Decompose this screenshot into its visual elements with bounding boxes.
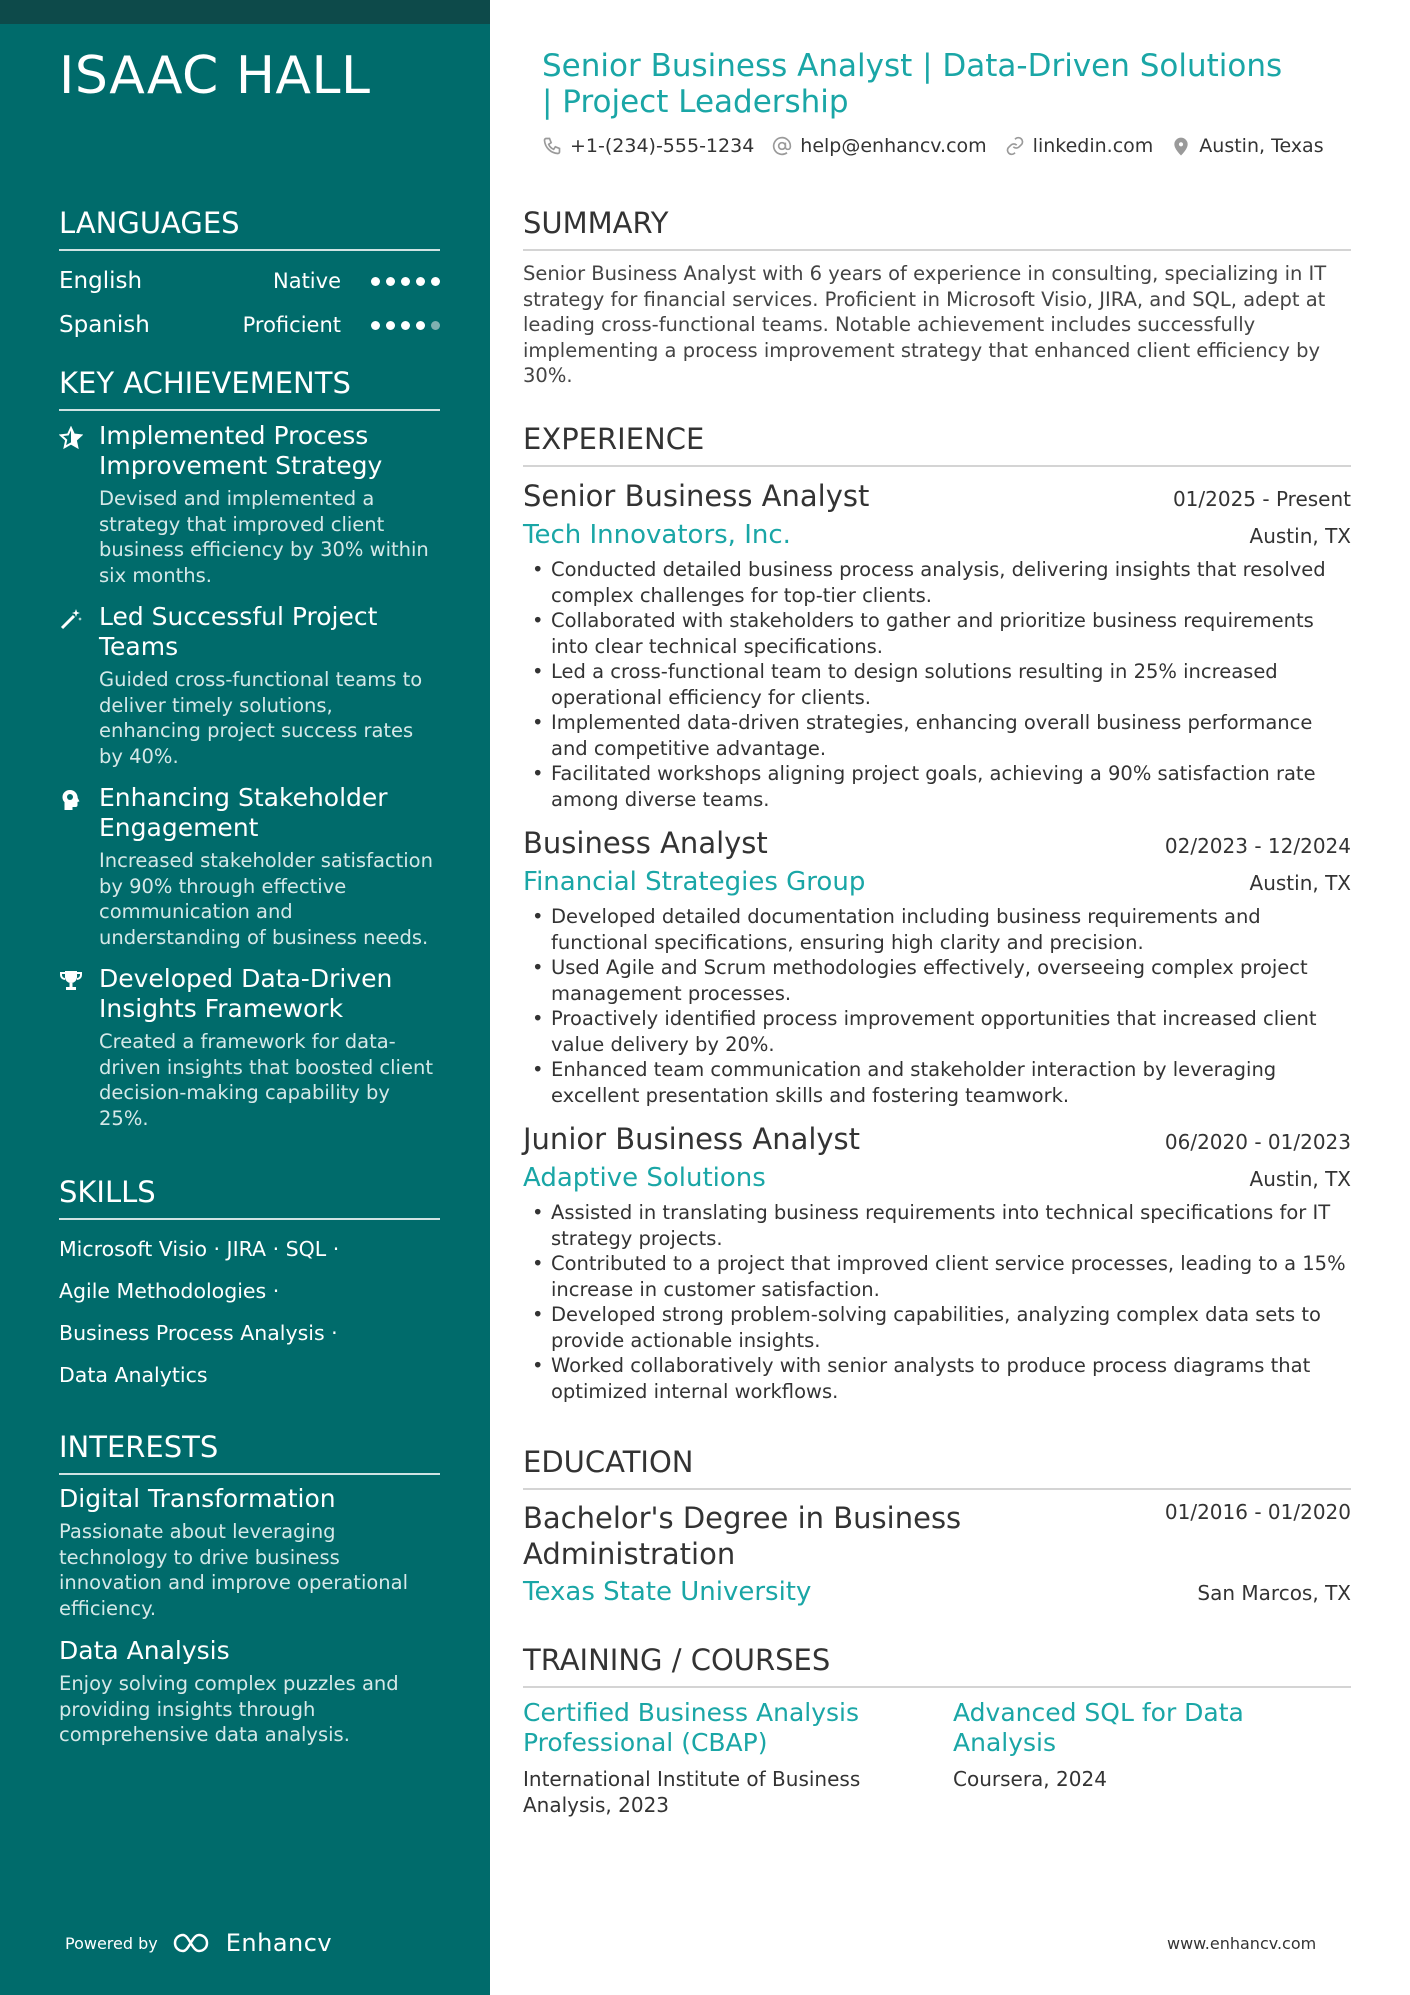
achievements-section — [59, 364, 440, 1145]
achievement-title: Enhancing Stakeholder Engagement — [99, 783, 388, 842]
job-entry — [523, 824, 1351, 1108]
skill-line: Microsoft Visio · JIRA · SQL · — [59, 1237, 340, 1261]
bullet-item: • Contributed to a project that improved client service processes, leading to a 15% increase in customer satisfaction. — [523, 1251, 1351, 1302]
job-bullets — [523, 557, 1351, 812]
job-location: Austin, TX — [1249, 524, 1351, 548]
sidebar-top-bar — [0, 0, 490, 24]
achievement-title: Implemented Process Improvement Strategy — [99, 421, 383, 480]
skills-heading: SKILLS — [59, 1173, 440, 1220]
summary-text: Senior Business Analyst with 6 years of experience in consulting, specializing in IT strategy for financial services. Proficient in Microsoft Visio, JIRA, and SQL, adept at leading cross-functional teams. Notable achievement includes successfully implementing a process improvement strategy that enhanced client efficiency by 30%. — [523, 262, 1327, 387]
interest-description: Enjoy solving complex puzzles and providing insights through comprehensive data analysis. — [59, 1672, 399, 1746]
star-icon — [59, 421, 99, 588]
summary-heading: SUMMARY — [523, 204, 1351, 251]
enhancv-logo — [172, 1929, 332, 1957]
language-row — [59, 259, 440, 303]
languages-section — [59, 204, 440, 347]
achievement-item — [59, 602, 440, 769]
education-degree: Bachelor's Degree in Business Administration — [523, 1501, 962, 1571]
language-row — [59, 303, 440, 347]
footer-url[interactable]: www.enhancv.com — [1167, 1934, 1317, 1953]
linkedin-text: linkedin.com — [1032, 135, 1154, 157]
bullet-item: • Facilitated workshops aligning project goals, achieving a 90% satisfaction rate among diverse teams. — [523, 761, 1351, 812]
job-entry — [523, 1120, 1351, 1404]
proficiency-dot — [371, 277, 380, 286]
skill-line: Data Analytics — [59, 1363, 208, 1387]
powered-by-label: Powered by — [65, 1933, 158, 1953]
bullet-item: • Worked collaboratively with senior analysts to produce process diagrams that optimized internal workflows. — [523, 1353, 1351, 1404]
skill-line: Business Process Analysis · — [59, 1321, 338, 1345]
proficiency-dot — [371, 321, 380, 330]
proficiency-dot — [431, 321, 440, 330]
achievement-title: Developed Data-Driven Insights Framework — [99, 964, 393, 1023]
education-school: Texas State University — [523, 1577, 812, 1607]
bullet-item: • Collaborated with stakeholders to gather and prioritize business requirements into clear technical specifications. — [523, 608, 1351, 659]
trophy-icon — [59, 964, 99, 1131]
bullet-item: • Conducted detailed business process analysis, delivering insights that resolved complex challenges for top-tier clients. — [523, 557, 1351, 608]
job-location: Austin, TX — [1249, 1167, 1351, 1191]
job-title: Junior Business Analyst — [523, 1122, 861, 1156]
job-dates: 01/2025 - Present — [1172, 487, 1351, 511]
skill-line: Agile Methodologies · — [59, 1279, 280, 1303]
language-proficiency-dots — [371, 277, 440, 286]
job-location: Austin, TX — [1249, 871, 1351, 895]
bullet-item: • Implemented data-driven strategies, enhancing overall business performance and competitive advantage. — [523, 710, 1351, 761]
job-bullets — [523, 904, 1351, 1108]
course-provider: Coursera, 2024 — [953, 1767, 1107, 1791]
interests-heading: INTERESTS — [59, 1428, 440, 1475]
interest-description: Passionate about leveraging technology to drive business innovation and improve operational efficiency. — [59, 1520, 409, 1620]
at-icon — [772, 136, 792, 156]
email-text: help@enhancv.com — [800, 135, 987, 157]
course-title: Advanced SQL for Data Analysis — [953, 1698, 1244, 1757]
skills-section — [59, 1173, 440, 1396]
achievement-description: Devised and implemented a strategy that improved client business efficiency by 30% within six months. — [99, 487, 429, 587]
achievement-description: Guided cross-functional teams to deliver timely solutions, enhancing project success rates by 40%. — [99, 668, 423, 768]
contact-phone[interactable] — [542, 135, 754, 157]
achievements-heading: KEY ACHIEVEMENTS — [59, 364, 440, 411]
powered-by — [65, 1929, 332, 1957]
location-text: Austin, Texas — [1199, 135, 1324, 157]
bullet-item: • Assisted in translating business requirements into technical specifications for IT strategy projects. — [523, 1200, 1351, 1251]
enhancv-logo-icon — [172, 1931, 218, 1955]
sidebar — [0, 0, 490, 1995]
achievement-item — [59, 421, 440, 588]
bullet-item: • Led a cross-functional team to design solutions resulting in 25% increased operational efficiency for clients. — [523, 659, 1351, 710]
contact-email[interactable] — [772, 135, 986, 157]
language-level: Proficient — [242, 313, 341, 337]
experience-heading: EXPERIENCE — [523, 420, 1351, 467]
contact-location — [1171, 135, 1323, 157]
headline: Senior Business Analyst | Data-Driven Solutions | Project Leadership — [542, 48, 1283, 120]
bullet-item: • Used Agile and Scrum methodologies effectively, overseeing complex project management processes. — [523, 955, 1351, 1006]
proficiency-dot — [386, 321, 395, 330]
language-proficiency-dots — [371, 321, 440, 330]
contact-linkedin[interactable] — [1005, 135, 1154, 157]
head-brain-icon — [59, 783, 99, 950]
phone-text: +1-(234)-555-1234 — [570, 135, 755, 157]
summary-section — [523, 204, 1351, 389]
experience-section — [523, 420, 1351, 1416]
location-pin-icon — [1171, 136, 1191, 156]
language-level: Native — [273, 269, 341, 293]
job-title: Business Analyst — [523, 826, 768, 860]
achievement-title: Led Successful Project Teams — [99, 602, 378, 661]
job-company: Financial Strategies Group — [523, 867, 866, 897]
achievement-item — [59, 783, 440, 950]
training-section — [523, 1641, 1351, 1818]
link-icon — [1005, 136, 1025, 156]
job-company: Adaptive Solutions — [523, 1163, 766, 1193]
job-bullets — [523, 1200, 1351, 1404]
proficiency-dot — [386, 277, 395, 286]
phone-icon — [542, 136, 562, 156]
proficiency-dot — [401, 277, 410, 286]
course-provider: International Institute of Business Analysis, 2023 — [523, 1767, 861, 1817]
enhancv-brand: Enhancv — [225, 1929, 333, 1957]
education-dates: 01/2016 - 01/2020 — [1164, 1500, 1351, 1524]
interests-section — [59, 1428, 440, 1762]
job-title: Senior Business Analyst — [523, 479, 870, 513]
proficiency-dot — [401, 321, 410, 330]
job-dates: 06/2020 - 01/2023 — [1164, 1130, 1351, 1154]
bullet-item: • Developed detailed documentation including business requirements and functional specifications, ensuring high clarity and precision. — [523, 904, 1351, 955]
achievement-item — [59, 964, 440, 1131]
candidate-name: ISAAC HALL — [59, 46, 371, 106]
job-company: Tech Innovators, Inc. — [523, 520, 791, 550]
language-name: Spanish — [59, 312, 150, 338]
achievement-description: Increased stakeholder satisfaction by 90% through effective communication and understanding of business needs. — [99, 849, 433, 949]
proficiency-dot — [416, 277, 425, 286]
training-heading: TRAINING / COURSES — [523, 1641, 1351, 1688]
course-title: Certified Business Analysis Professional (CBAP) — [523, 1698, 859, 1757]
interest-title: Data Analysis — [59, 1636, 230, 1665]
contact-bar — [542, 135, 1324, 157]
proficiency-dot — [431, 277, 440, 286]
job-dates: 02/2023 - 12/2024 — [1164, 834, 1351, 858]
education-heading: EDUCATION — [523, 1443, 1351, 1490]
magic-wand-icon — [59, 602, 99, 769]
course-item — [953, 1698, 1343, 1818]
course-item — [523, 1698, 913, 1818]
achievement-description: Created a framework for data-driven insights that boosted client decision-making capability by 25%. — [99, 1030, 433, 1130]
education-location: San Marcos, TX — [1197, 1581, 1351, 1605]
bullet-item: • Enhanced team communication and stakeholder interaction by leveraging excellent presentation skills and fostering teamwork. — [523, 1057, 1351, 1108]
languages-heading: LANGUAGES — [59, 204, 440, 251]
proficiency-dot — [416, 321, 425, 330]
interest-title: Digital Transformation — [59, 1484, 336, 1513]
language-name: English — [59, 268, 143, 294]
education-section — [523, 1443, 1351, 1610]
job-entry — [523, 477, 1351, 812]
bullet-item: • Developed strong problem-solving capabilities, analyzing complex data sets to provide actionable insights. — [523, 1302, 1351, 1353]
bullet-item: • Proactively identified process improvement opportunities that increased client value delivery by 20%. — [523, 1006, 1351, 1057]
